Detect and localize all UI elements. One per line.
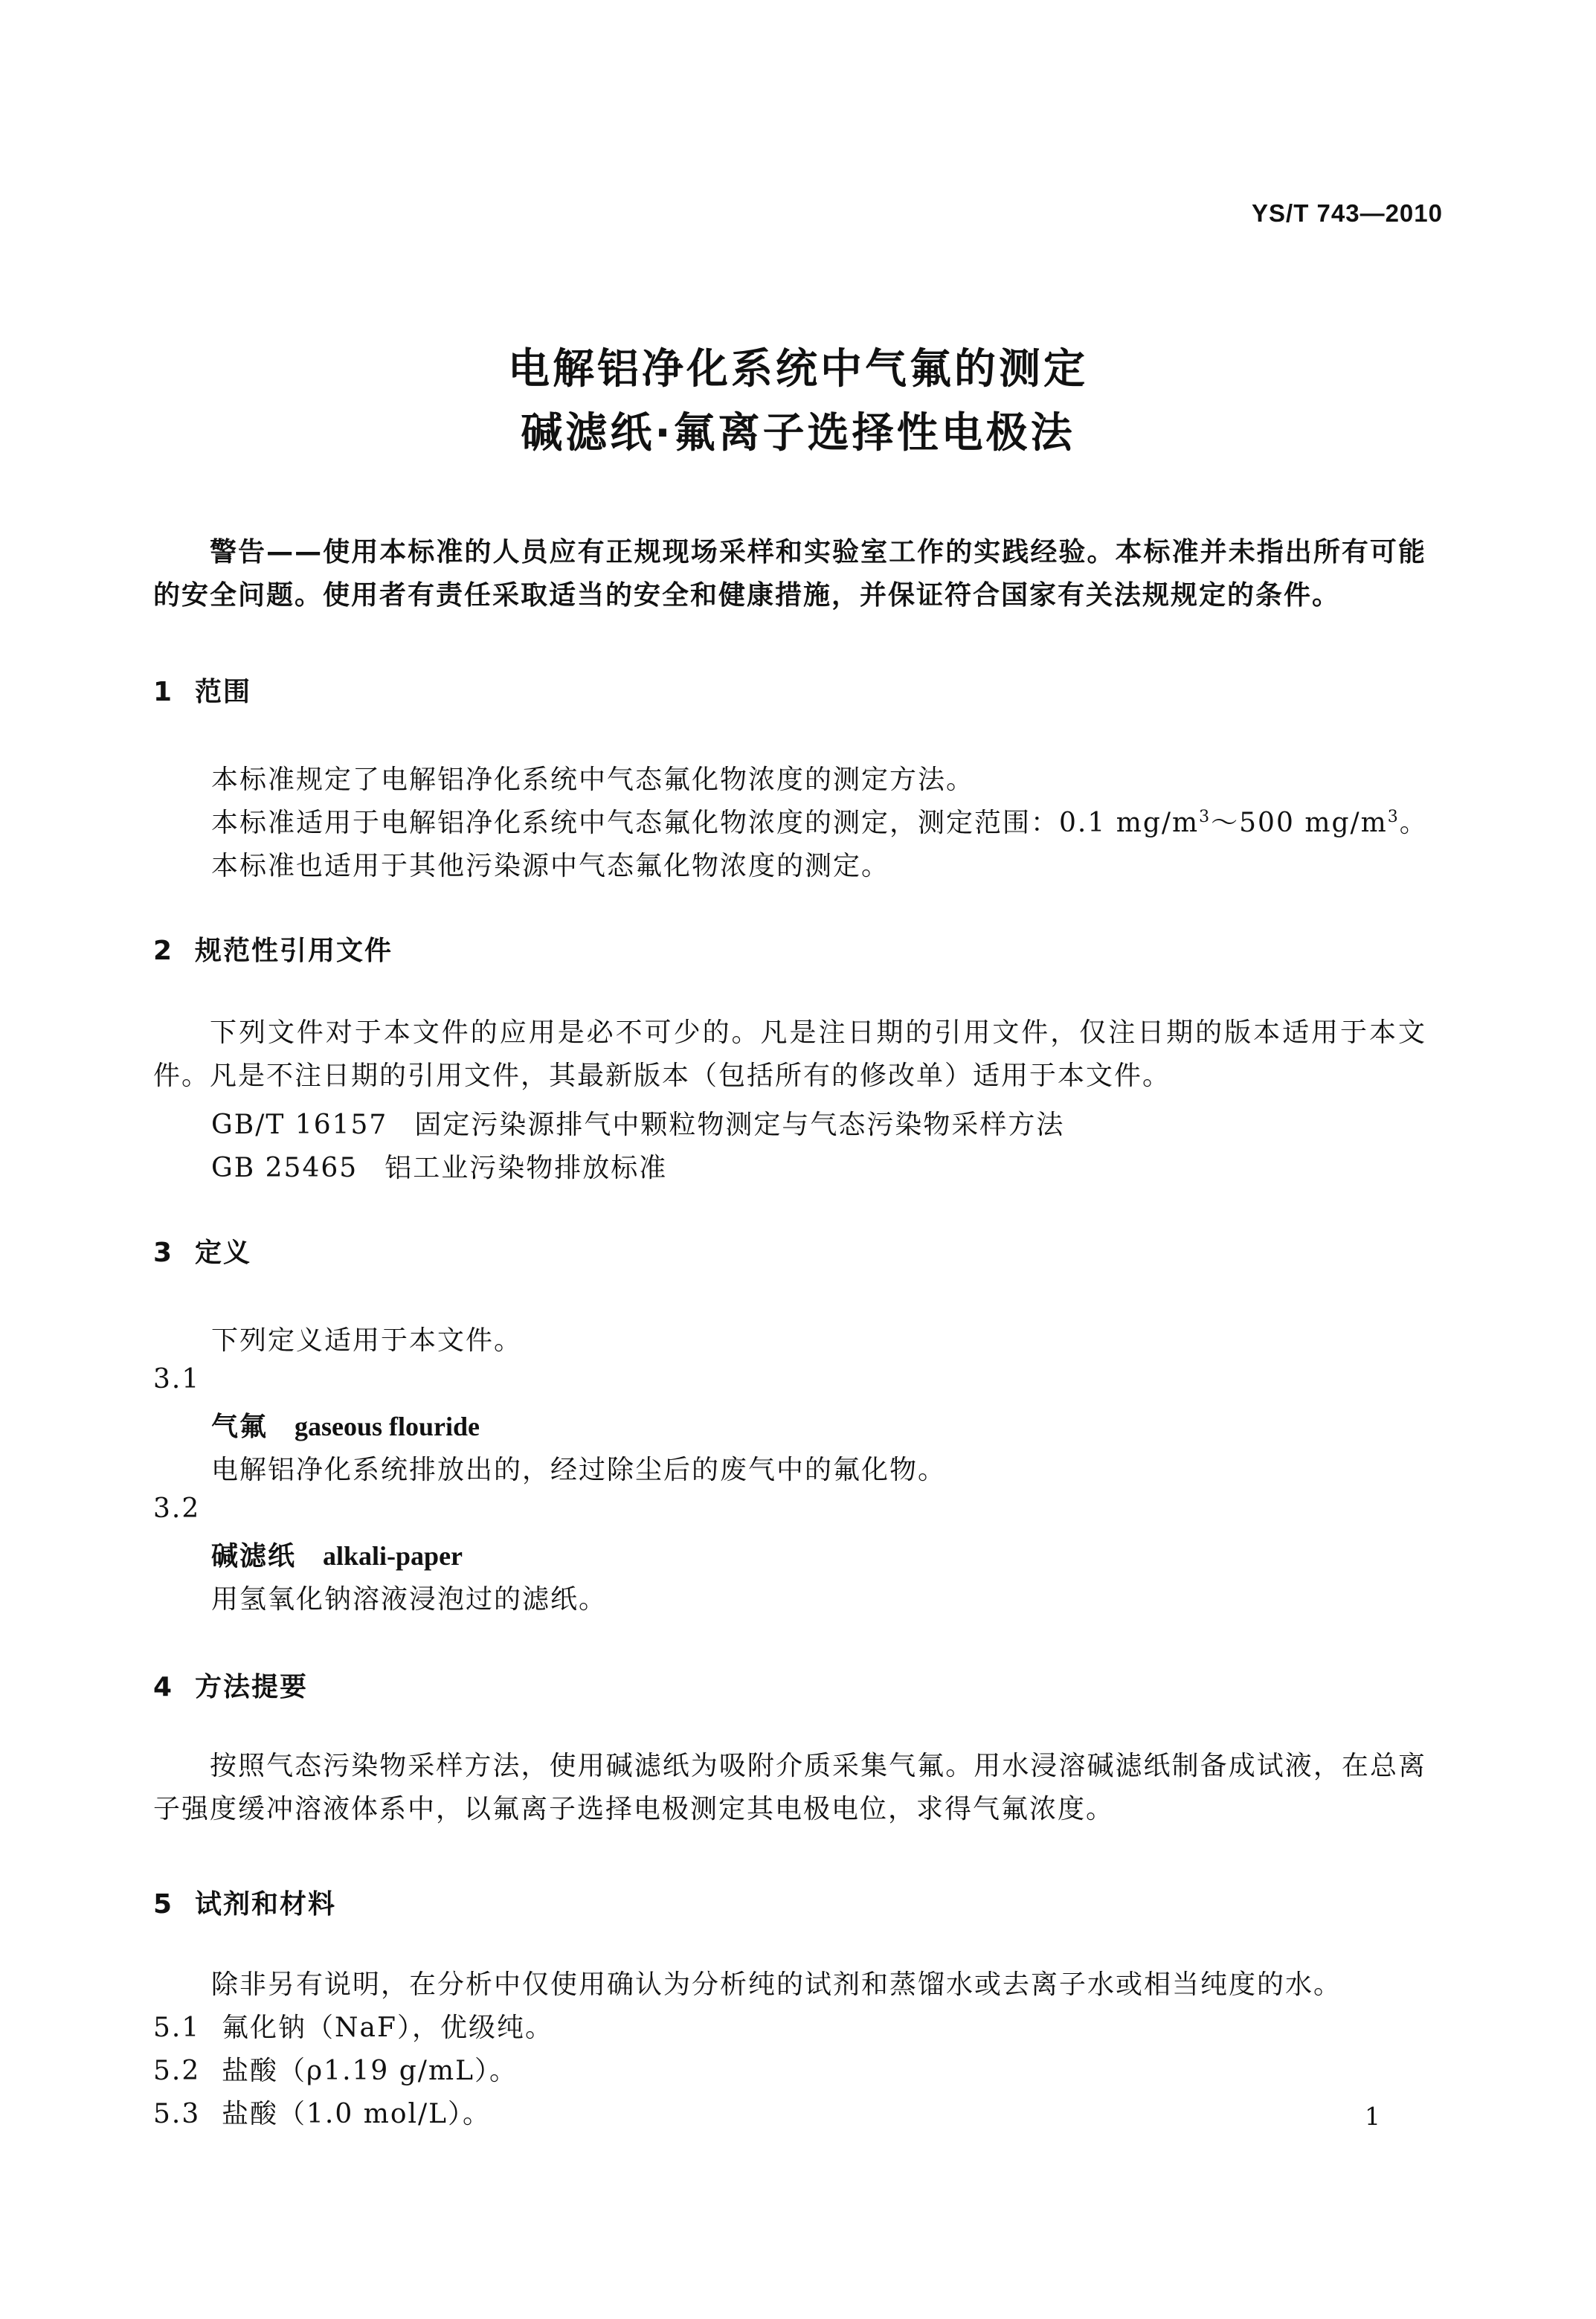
section-number: 3: [153, 1238, 174, 1268]
normative-refs-paragraph: 下列文件对于本文件的应用是必不可少的。凡是注日期的引用文件，仅注日期的版本适用于本文件。凡是不注日期的引用文件，其最新版本（包括所有的修改单）适用于本文件。: [153, 1017, 1426, 1091]
standard-code: YS/T 743—2010: [1252, 199, 1443, 227]
scope-paragraph-2: 本标准适用于电解铝净化系统中气态氟化物浓度的测定，测定范围：0.1 $mg/m^3\sim 500$ $mg/m^3$。: [211, 808, 1428, 838]
section-number: 1: [153, 677, 174, 707]
document-title-line-1: 电解铝净化系统中气氟的测定: [508, 345, 1088, 393]
method-summary-paragraph: 按照气态污染物采样方法，使用碱滤纸为吸附介质采集气氟。用水浸溶碱滤纸制备成试液，在总离子强度缓冲溶液体系中，以氟离子选择电极测定其电极电位，求得气氟浓度。: [153, 1751, 1426, 1824]
definition-term: 碱滤纸 alkali-paper: [211, 1541, 463, 1572]
reagent-item: 5.1 氟化钠（NaF），优级纯。: [153, 2013, 553, 2043]
reference-item-2: [211, 1147, 667, 1185]
section-number: 5: [153, 1889, 174, 1920]
reagent-item: 5.2 盐酸（ρ1.19 g/mL）。: [153, 2056, 518, 2086]
section-title: 范围: [195, 677, 252, 707]
reference-code: GB/T 16157: [211, 1110, 388, 1140]
warning-label: 警告——: [210, 537, 324, 567]
section-title: 规范性引用文件: [195, 936, 393, 966]
section-number: 4: [153, 1672, 174, 1702]
scope-paragraph-3: 本标准也适用于其他污染源中气态氟化物浓度的测定。: [211, 851, 890, 881]
section-number: 2: [153, 936, 174, 966]
reference-title: 铝工业污染物排放标准: [384, 1153, 668, 1183]
definition-number: 3.1: [153, 1364, 201, 1395]
page-number: 1: [1365, 2102, 1380, 2131]
document-title-line-2: 碱滤纸·氟离子选择性电极法: [521, 409, 1075, 457]
definition-term: 气氟 gaseous flouride: [211, 1412, 480, 1442]
warning-paragraph: [153, 531, 1426, 617]
reference-title: 固定污染源排气中颗粒物测定与气态污染物采样方法: [414, 1110, 1065, 1140]
section-5-heading: [153, 1883, 336, 1921]
definition-text: 用氢氧化钠溶液浸泡过的滤纸。: [211, 1584, 608, 1615]
reagent-item: 5.3 盐酸（1.0 mol/L）。: [153, 2099, 492, 2129]
definitions-intro: 下列定义适用于本文件。: [211, 1325, 523, 1356]
section-4-heading: [153, 1666, 308, 1704]
section-title: 定义: [195, 1238, 252, 1268]
scope-paragraph-1: 本标准规定了电解铝净化系统中气态氟化物浓度的测定方法。: [211, 765, 975, 795]
reference-code: GB 25465: [211, 1153, 358, 1183]
section-2-heading: [153, 930, 393, 968]
section-title: 试剂和材料: [195, 1889, 337, 1920]
reagents-intro: 除非另有说明，在分析中仅使用确认为分析纯的试剂和蒸馏水或去离子水或相当纯度的水。: [211, 1969, 1342, 2000]
definition-text: 电解铝净化系统排放出的，经过除尘后的废气中的氟化物。: [211, 1455, 947, 1485]
definition-number: 3.2: [153, 1493, 201, 1524]
reference-item-1: [211, 1104, 1064, 1142]
warning-text: 使用本标准的人员应有正规现场采样和实验室工作的实践经验。本标准并未指出所有可能的安全问题。使用者有责任采取适当的安全和健康措施，并保证符合国家有关法规规定的条件。: [153, 537, 1426, 611]
section-1-heading: [153, 671, 251, 709]
section-3-heading: [153, 1232, 251, 1270]
section-title: 方法提要: [195, 1672, 309, 1702]
